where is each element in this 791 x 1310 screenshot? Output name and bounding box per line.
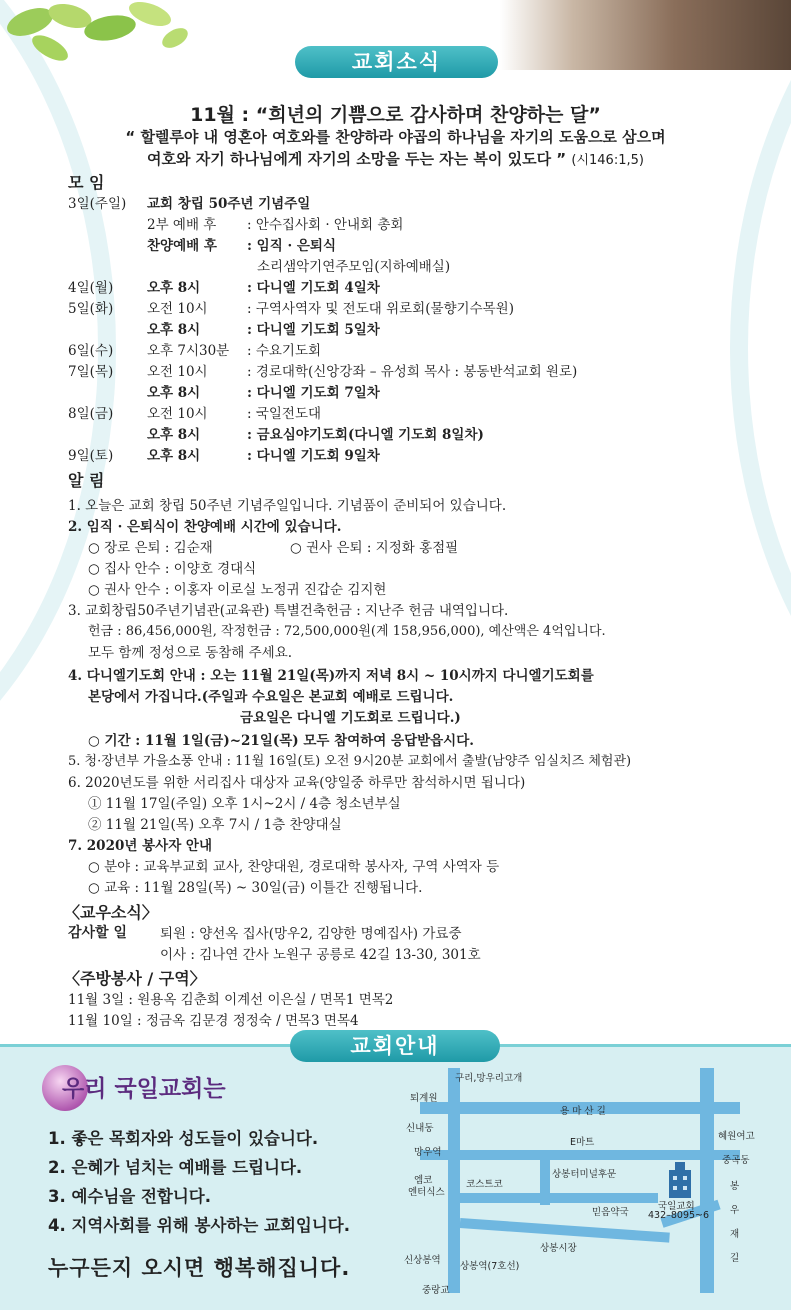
map-road [448, 1193, 658, 1203]
map-label: 용 마 산 길 [560, 1106, 606, 1117]
members-line: 이사 : 김나연 간사 노원구 공릉로 42길 13-30, 301호 [160, 947, 481, 963]
map-label: E마트 [570, 1137, 595, 1148]
gathering-heading: 모 임 [68, 173, 105, 192]
gathering-time: 오전 10시 [147, 406, 208, 422]
map-label: 재 [730, 1229, 740, 1240]
map-label: 망우역 [414, 1147, 442, 1158]
map-label: 신상봉역 [404, 1255, 441, 1266]
gathering-day: 6일(수) [68, 343, 114, 359]
verse-text: 여호와 자기 하나님에게 자기의 소망을 두는 자는 복이 있도다 ” [147, 150, 567, 168]
notice-line: ○ 분야 : 교육부교회 교사, 찬양대원, 경로대학 봉사자, 구역 사역자 등 [88, 859, 500, 875]
gathering-day: 3일(주일) [68, 196, 127, 212]
gathering-time: 오후 8시 [147, 280, 201, 296]
kitchen-line: 11월 10일 : 정금옥 김문경 정정숙 / 면목3 면목4 [68, 1013, 359, 1029]
members-heading: 〈교우소식〉 [64, 903, 158, 922]
gathering-day: 7일(목) [68, 364, 114, 380]
gathering-desc: : 구역사역자 및 전도대 위로회(물향기수목원) [247, 301, 514, 317]
gathering-desc: : 경로대학(신앙강좌 – 유성희 목사 : 봉동반석교회 원로) [247, 364, 578, 380]
gathering-time: 오전 10시 [147, 301, 208, 317]
verse-reference: (시146:1,5) [571, 153, 644, 168]
notice-line: 1. 오늘은 교회 창립 50주년 기념주일입니다. 기념품이 준비되어 있습니다. [68, 498, 507, 514]
map-label: 엠코 [414, 1175, 433, 1186]
gathering-desc: 소리샘악기연주모임(지하예배실) [257, 259, 451, 275]
map-label: 코스트코 [466, 1179, 503, 1190]
gathering-event: 교회 창립 50주년 기념주일 [147, 196, 311, 212]
gathering-time: 오후 8시 [147, 448, 201, 464]
notice-line: ○ 교육 : 11월 28일(목) ~ 30일(금) 이틀간 진행됩니다. [88, 880, 423, 896]
gathering-desc: : 다니엘 기도회 9일차 [247, 448, 380, 464]
map-label: 중곡동 [722, 1155, 750, 1166]
notice-line: 본당에서 가집니다.(주일과 수요일은 본교회 예배로 드립니다. [88, 689, 454, 705]
verse-line-2 [0, 148, 791, 169]
notice-line: ① 11월 17일(주일) 오후 1시~2시 / 4층 청소년부실 [88, 796, 401, 812]
gathering-desc: : 국일전도대 [247, 406, 322, 422]
section-title-news: 교회소식 [295, 46, 498, 78]
map-label: 혜원여고 [718, 1131, 755, 1142]
map-road [540, 1160, 550, 1205]
notice-line: 6. 2020년도를 위한 서리집사 대상자 교육(양일중 하루만 참석하시면 됩니다) [68, 775, 526, 791]
notice-line: 3. 교회창립50주년기념관(교육관) 특별건축헌금 : 지난주 헌금 내역입니다. [68, 603, 509, 619]
map-label: 퇴계원 [410, 1093, 438, 1104]
gathering-desc: : 수요기도회 [247, 343, 322, 359]
christmas-choir-photo [500, 0, 791, 70]
gathering-time: 오후 8시 [147, 322, 201, 338]
gathering-time: 찬양예배 후 [147, 238, 217, 254]
church-point: 4. 지역사회를 위해 봉사하는 교회입니다. [48, 1216, 351, 1235]
gathering-desc: : 금요심야기도회(다니엘 기도회 8일차) [247, 427, 484, 443]
notice-line: ○ 기간 : 11월 1일(금)~21일(목) 모두 참여하여 응답받읍시다. [88, 733, 474, 749]
notice-line: 헌금 : 86,456,000원, 작정헌금 : 72,500,000원(계 158,956,000), 예산액은 4억입니다. [88, 624, 606, 639]
gathering-time: 오전 10시 [147, 364, 208, 380]
map-label: 봉 [730, 1181, 740, 1192]
map-label: 432–8095~6 [648, 1210, 710, 1221]
leaf-decoration [0, 0, 190, 80]
notice-line: 금요일은 다니엘 기도회로 드립니다.) [240, 710, 461, 726]
notice-line: 모두 함께 정성으로 동참해 주세요. [88, 645, 293, 661]
our-church-title: 우리 국일교회는 [62, 1076, 226, 1102]
map-label: 우 [730, 1205, 740, 1216]
notice-line: ○ 집사 안수 : 이양호 경대식 [88, 561, 257, 577]
notice-line: 2. 임직 · 은퇴식이 찬양예배 시간에 있습니다. [68, 519, 342, 535]
map-road [460, 1218, 670, 1243]
map-label: 믿음약국 [592, 1207, 629, 1218]
gathering-desc: : 다니엘 기도회 7일차 [247, 385, 380, 401]
map-label: 엔터식스 [408, 1187, 445, 1198]
gathering-desc: : 다니엘 기도회 5일차 [247, 322, 380, 338]
map-label: 상봉역(7호선) [460, 1261, 520, 1272]
church-building-icon [665, 1160, 695, 1198]
map-label: 길 [730, 1253, 740, 1264]
gathering-desc: : 다니엘 기도회 4일차 [247, 280, 380, 296]
welcome-slogan: 누구든지 오시면 행복해집니다. [48, 1256, 351, 1280]
gathering-day: 9일(토) [68, 448, 114, 464]
gathering-desc: : 임직 · 은퇴식 [247, 238, 336, 254]
section-title-info: 교회안내 [290, 1030, 500, 1062]
gathering-day: 8일(금) [68, 406, 114, 422]
map-label: 구리,망우리고개 [455, 1073, 523, 1084]
kitchen-line: 11월 3일 : 원용옥 김춘희 이계선 이은실 / 면목1 면목2 [68, 992, 394, 1008]
notice-line: ○ 권사 안수 : 이홍자 이로실 노정귀 진갑순 김지현 [88, 582, 387, 598]
notice-line: ② 11월 21일(목) 오후 7시 / 1층 찬양대실 [88, 817, 342, 833]
gathering-time: 오후 8시 [147, 385, 201, 401]
notice-line: ○ 권사 은퇴 : 지정화 홍점필 [290, 540, 459, 556]
map-label: 상봉시장 [540, 1243, 577, 1254]
map-label: 상봉터미널후문 [552, 1169, 617, 1180]
church-location-map [400, 1068, 780, 1303]
map-label: 국일교회 [658, 1201, 695, 1212]
gathering-time: 오후 7시30분 [147, 343, 230, 359]
map-road [420, 1150, 740, 1160]
church-point: 2. 은혜가 넘치는 예배를 드립니다. [48, 1158, 303, 1177]
members-label: 감사할 일 [68, 925, 127, 941]
notice-line: ○ 장로 은퇴 : 김순재 [88, 540, 213, 556]
verse-line-1: “ 할렐루야 내 영혼아 여호와를 찬양하라 야곱의 하나님을 자기의 도움으로 삼으며 [125, 128, 666, 146]
church-point: 3. 예수님을 전합니다. [48, 1187, 212, 1206]
notice-line: 5. 청·장년부 가을소풍 안내 : 11월 16일(토) 오전 9시20분 교회에서 출발(남양주 임실치즈 체험관) [68, 754, 632, 769]
map-label: 중랑교 [422, 1285, 450, 1296]
notice-line: 7. 2020년 봉사자 안내 [68, 838, 213, 854]
church-point: 1. 좋은 목회자와 성도들이 있습니다. [48, 1129, 319, 1148]
kitchen-heading: 〈주방봉사 / 구역〉 [64, 969, 206, 988]
notice-line: 4. 다니엘기도회 안내 : 오는 11월 21일(목)까지 저녁 8시 ~ 10시까지 다니엘기도회를 [68, 668, 594, 684]
gathering-time: 2부 예배 후 [147, 217, 217, 233]
notices-heading: 알 림 [68, 471, 105, 490]
map-road [700, 1068, 714, 1293]
members-line: 퇴원 : 양선옥 집사(망우2, 김양한 명예집사) 가료중 [160, 926, 462, 942]
month-theme-title: 11월 : “희년의 기쁨으로 감사하며 찬양하는 달” [190, 104, 601, 126]
gathering-day: 4일(월) [68, 280, 114, 296]
gathering-day: 5일(화) [68, 301, 114, 317]
gathering-desc: : 안수집사회 · 안내회 총회 [247, 217, 404, 233]
gathering-time: 오후 8시 [147, 427, 201, 443]
map-label: 신내동 [406, 1123, 434, 1134]
